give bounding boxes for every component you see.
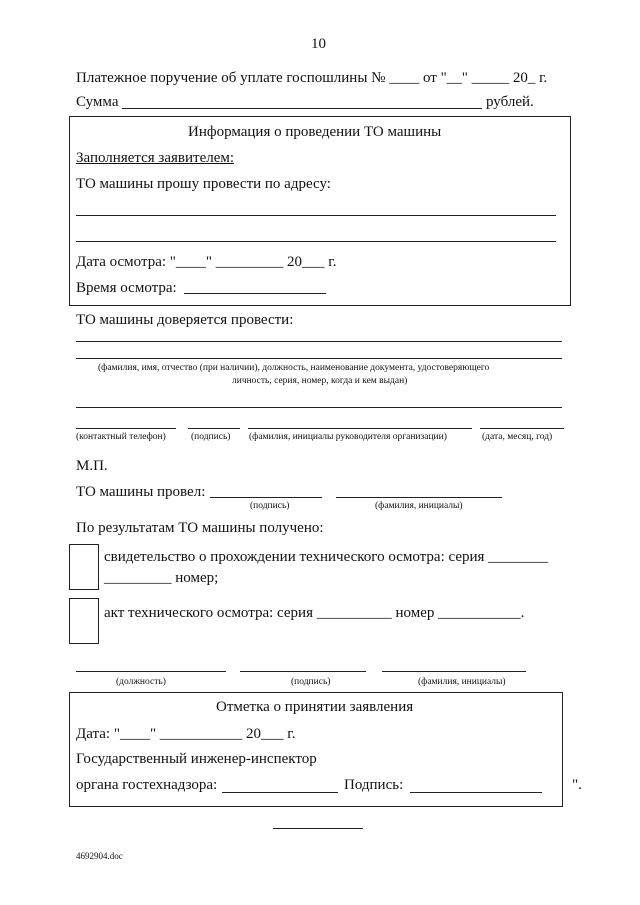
performed-name-line bbox=[336, 497, 502, 498]
performed-label: ТО машины провел: bbox=[76, 484, 206, 500]
performed-caption-name: (фамилия, инициалы) bbox=[375, 501, 463, 511]
acceptance-date: Дата: "____" ___________ 20___ г. bbox=[76, 726, 296, 742]
sum-label: Сумма bbox=[76, 94, 119, 110]
caption-bottom-signature: (подпись) bbox=[291, 677, 331, 687]
position-line bbox=[76, 671, 226, 672]
performed-signature-line bbox=[210, 497, 322, 498]
phone-line bbox=[76, 428, 176, 429]
info-box-title: Информация о проведении ТО машины bbox=[188, 124, 442, 140]
inspection-date: Дата осмотра: "____" _________ 20___ г. bbox=[76, 254, 337, 270]
trust-caption-1: (фамилия, имя, отчество (при наличии), должность, наименование документа, удостоверяющего bbox=[98, 363, 490, 373]
inspector-line: Государственный инженер-инспектор bbox=[76, 751, 317, 767]
caption-manager: (фамилия, инициалы руководителя организации) bbox=[249, 432, 447, 442]
certificate-line-1: свидетельство о прохождении технического осмотра: серия ________ bbox=[104, 549, 549, 565]
manager-line bbox=[248, 428, 472, 429]
act-line: акт технического осмотра: серия __________ номер ___________. bbox=[104, 605, 525, 621]
caption-bottom-name: (фамилия, инициалы) bbox=[418, 677, 506, 687]
sum-unit: рублей. bbox=[486, 94, 534, 110]
bottom-name-line bbox=[382, 671, 526, 672]
info-box bbox=[69, 116, 571, 306]
acceptance-signature-line bbox=[410, 792, 542, 793]
trust-caption-2: личность, серия, номер, когда и кем выдан) bbox=[232, 376, 408, 386]
payment-order-line: Платежное поручение об уплате госпошлины № ____ от "__" _____ 20_ г. bbox=[76, 70, 548, 86]
signature-label: Подпись: bbox=[344, 777, 404, 793]
end-separator bbox=[273, 828, 363, 829]
page-number: 10 bbox=[311, 36, 326, 52]
caption-date: (дата, месяц, год) bbox=[482, 432, 553, 442]
certificate-line-2: _________ номер; bbox=[104, 570, 219, 586]
trust-line-2 bbox=[76, 358, 562, 359]
address-line-2 bbox=[76, 241, 556, 242]
bottom-signature-line bbox=[240, 671, 366, 672]
inspection-time-line bbox=[184, 293, 326, 294]
stamp-place: М.П. bbox=[76, 458, 108, 474]
authority-line bbox=[222, 792, 338, 793]
signature-line bbox=[188, 428, 240, 429]
inspection-time-label: Время осмотра: bbox=[76, 280, 177, 296]
caption-phone: (контактный телефон) bbox=[76, 432, 166, 442]
trust-line-1 bbox=[76, 341, 562, 342]
filled-by-label: Заполняется заявителем: bbox=[76, 150, 235, 166]
act-checkbox[interactable] bbox=[69, 598, 99, 644]
certificate-checkbox[interactable] bbox=[69, 544, 99, 590]
date-line bbox=[480, 428, 564, 429]
results-label: По результатам ТО машины получено: bbox=[76, 520, 324, 536]
caption-position: (должность) bbox=[116, 677, 166, 687]
acceptance-title: Отметка о принятии заявления bbox=[216, 699, 414, 715]
trust-label: ТО машины доверяется провести: bbox=[76, 312, 294, 328]
sum-field-line bbox=[122, 108, 482, 109]
closing-quote: ". bbox=[572, 777, 582, 793]
trust-line-3 bbox=[76, 407, 562, 408]
authority-label: органа гостехнадзора: bbox=[76, 777, 218, 793]
performed-caption-signature: (подпись) bbox=[250, 501, 290, 511]
address-line-1 bbox=[76, 215, 556, 216]
address-prompt: ТО машины прошу провести по адресу: bbox=[76, 176, 331, 192]
document-id: 4692904.doc bbox=[76, 851, 123, 861]
caption-signature: (подпись) bbox=[191, 432, 231, 442]
